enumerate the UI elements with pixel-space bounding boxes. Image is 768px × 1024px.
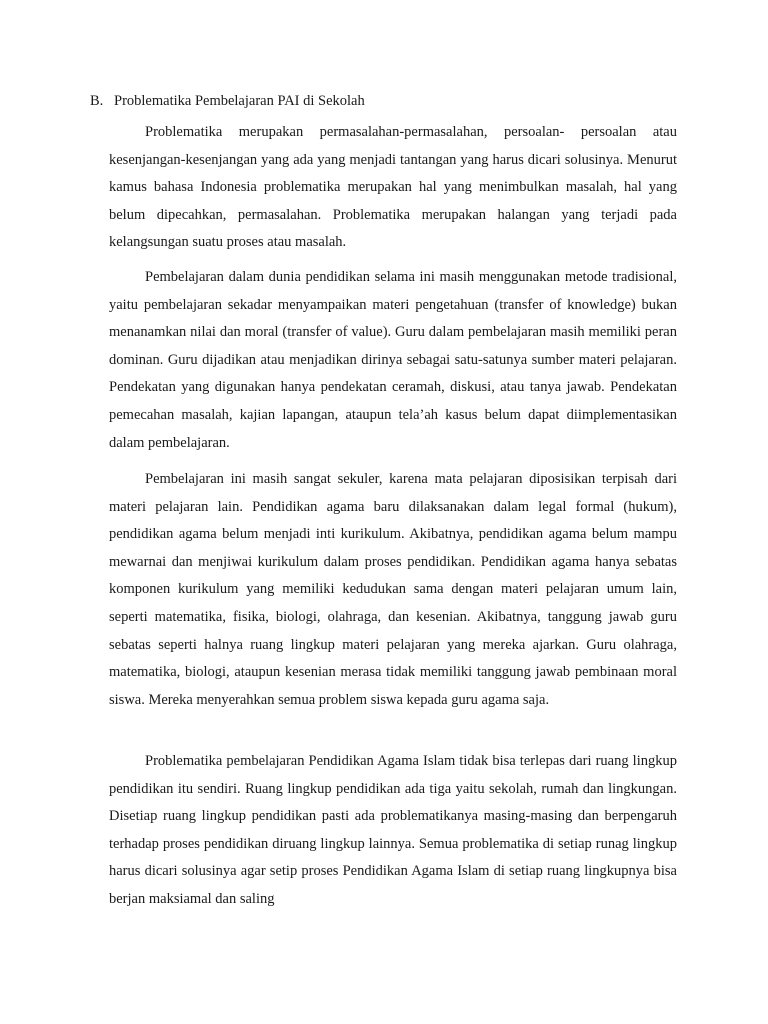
section-marker: B. xyxy=(90,93,104,109)
paragraph-3: Pembelajaran ini masih sangat sekuler, karena mata pelajaran diposisikan terpisah dari materi pelajaran lain. Pendidikan agama baru dilaksanakan dalam legal formal (hukum), pendidikan agama belum menjadi inti kurikulum. Akibatnya, pendidikan agama belum mampu mewarnai dan menjiwai kurikulum dalam proses pendidikan. Pendidikan agama hanya sebatas komponen kurikulum yang memiliki kedudukan sama dengan materi pelajaran umum lain, seperti matematika, fisika, biologi, olahraga, dan kesenian. Akibatnya, tanggung jawab guru sebatas seperti halnya ruang lingkup materi pelajaran yang mereka ajarkan. Guru olahraga, matematika, biologi, ataupun kesenian merasa tidak memiliki tanggung jawab pembinaan moral siswa. Mereka menyerahkan semua problem siswa kepada guru agama saja. xyxy=(109,471,677,708)
section-title: Problematika Pembelajaran PAI di Sekolah xyxy=(114,93,365,109)
section-heading xyxy=(90,91,365,111)
paragraph-1: Problematika merupakan permasalahan-permasalahan, persoalan- persoalan atau kesenjangan-kesenjangan yang ada yang menjadi tantangan yang harus dicari solusinya. Menurut kamus bahasa Indonesia problematika merupakan hal yang menimbulkan masalah, hal yang belum dipecahkan, permasalahan. Problematika merupakan halangan yang terjadi pada kelangsungan suatu proses atau masalah. xyxy=(109,124,677,251)
paragraph-4: Problematika pembelajaran Pendidikan Agama Islam tidak bisa terlepas dari ruang lingkup pendidikan itu sendiri. Ruang lingkup pendidikan ada tiga yaitu sekolah, rumah dan lingkungan. Disetiap ruang lingkup pendidikan pasti ada problematikanya masing-masing dan berpengaruh terhadap proses pendidikan diruang lingkup lainnya. Semua problematika di setiap runag lingkup harus dicari solusinya agar setip proses Pendidikan Agama Islam di setiap ruang lingkupnya bisa berjan maksiamal dan saling xyxy=(109,753,677,907)
paragraph-2: Pembelajaran dalam dunia pendidikan selama ini masih menggunakan metode tradisional, yaitu pembelajaran sekadar menyampaikan materi pengetahuan (transfer of knowledge) bukan menanamkan nilai dan moral (transfer of value). Guru dalam pembelajaran masih memiliki peran dominan. Guru dijadikan atau menjadikan dirinya sebagai satu-satunya sumber materi pelajaran. Pendekatan yang digunakan hanya pendekatan ceramah, diskusi, atau tanya jawab. Pendekatan pemecahan masalah, kajian lapangan, ataupun tela’ah kasus belum dapat diimplementasikan dalam pembelajaran. xyxy=(109,269,677,451)
